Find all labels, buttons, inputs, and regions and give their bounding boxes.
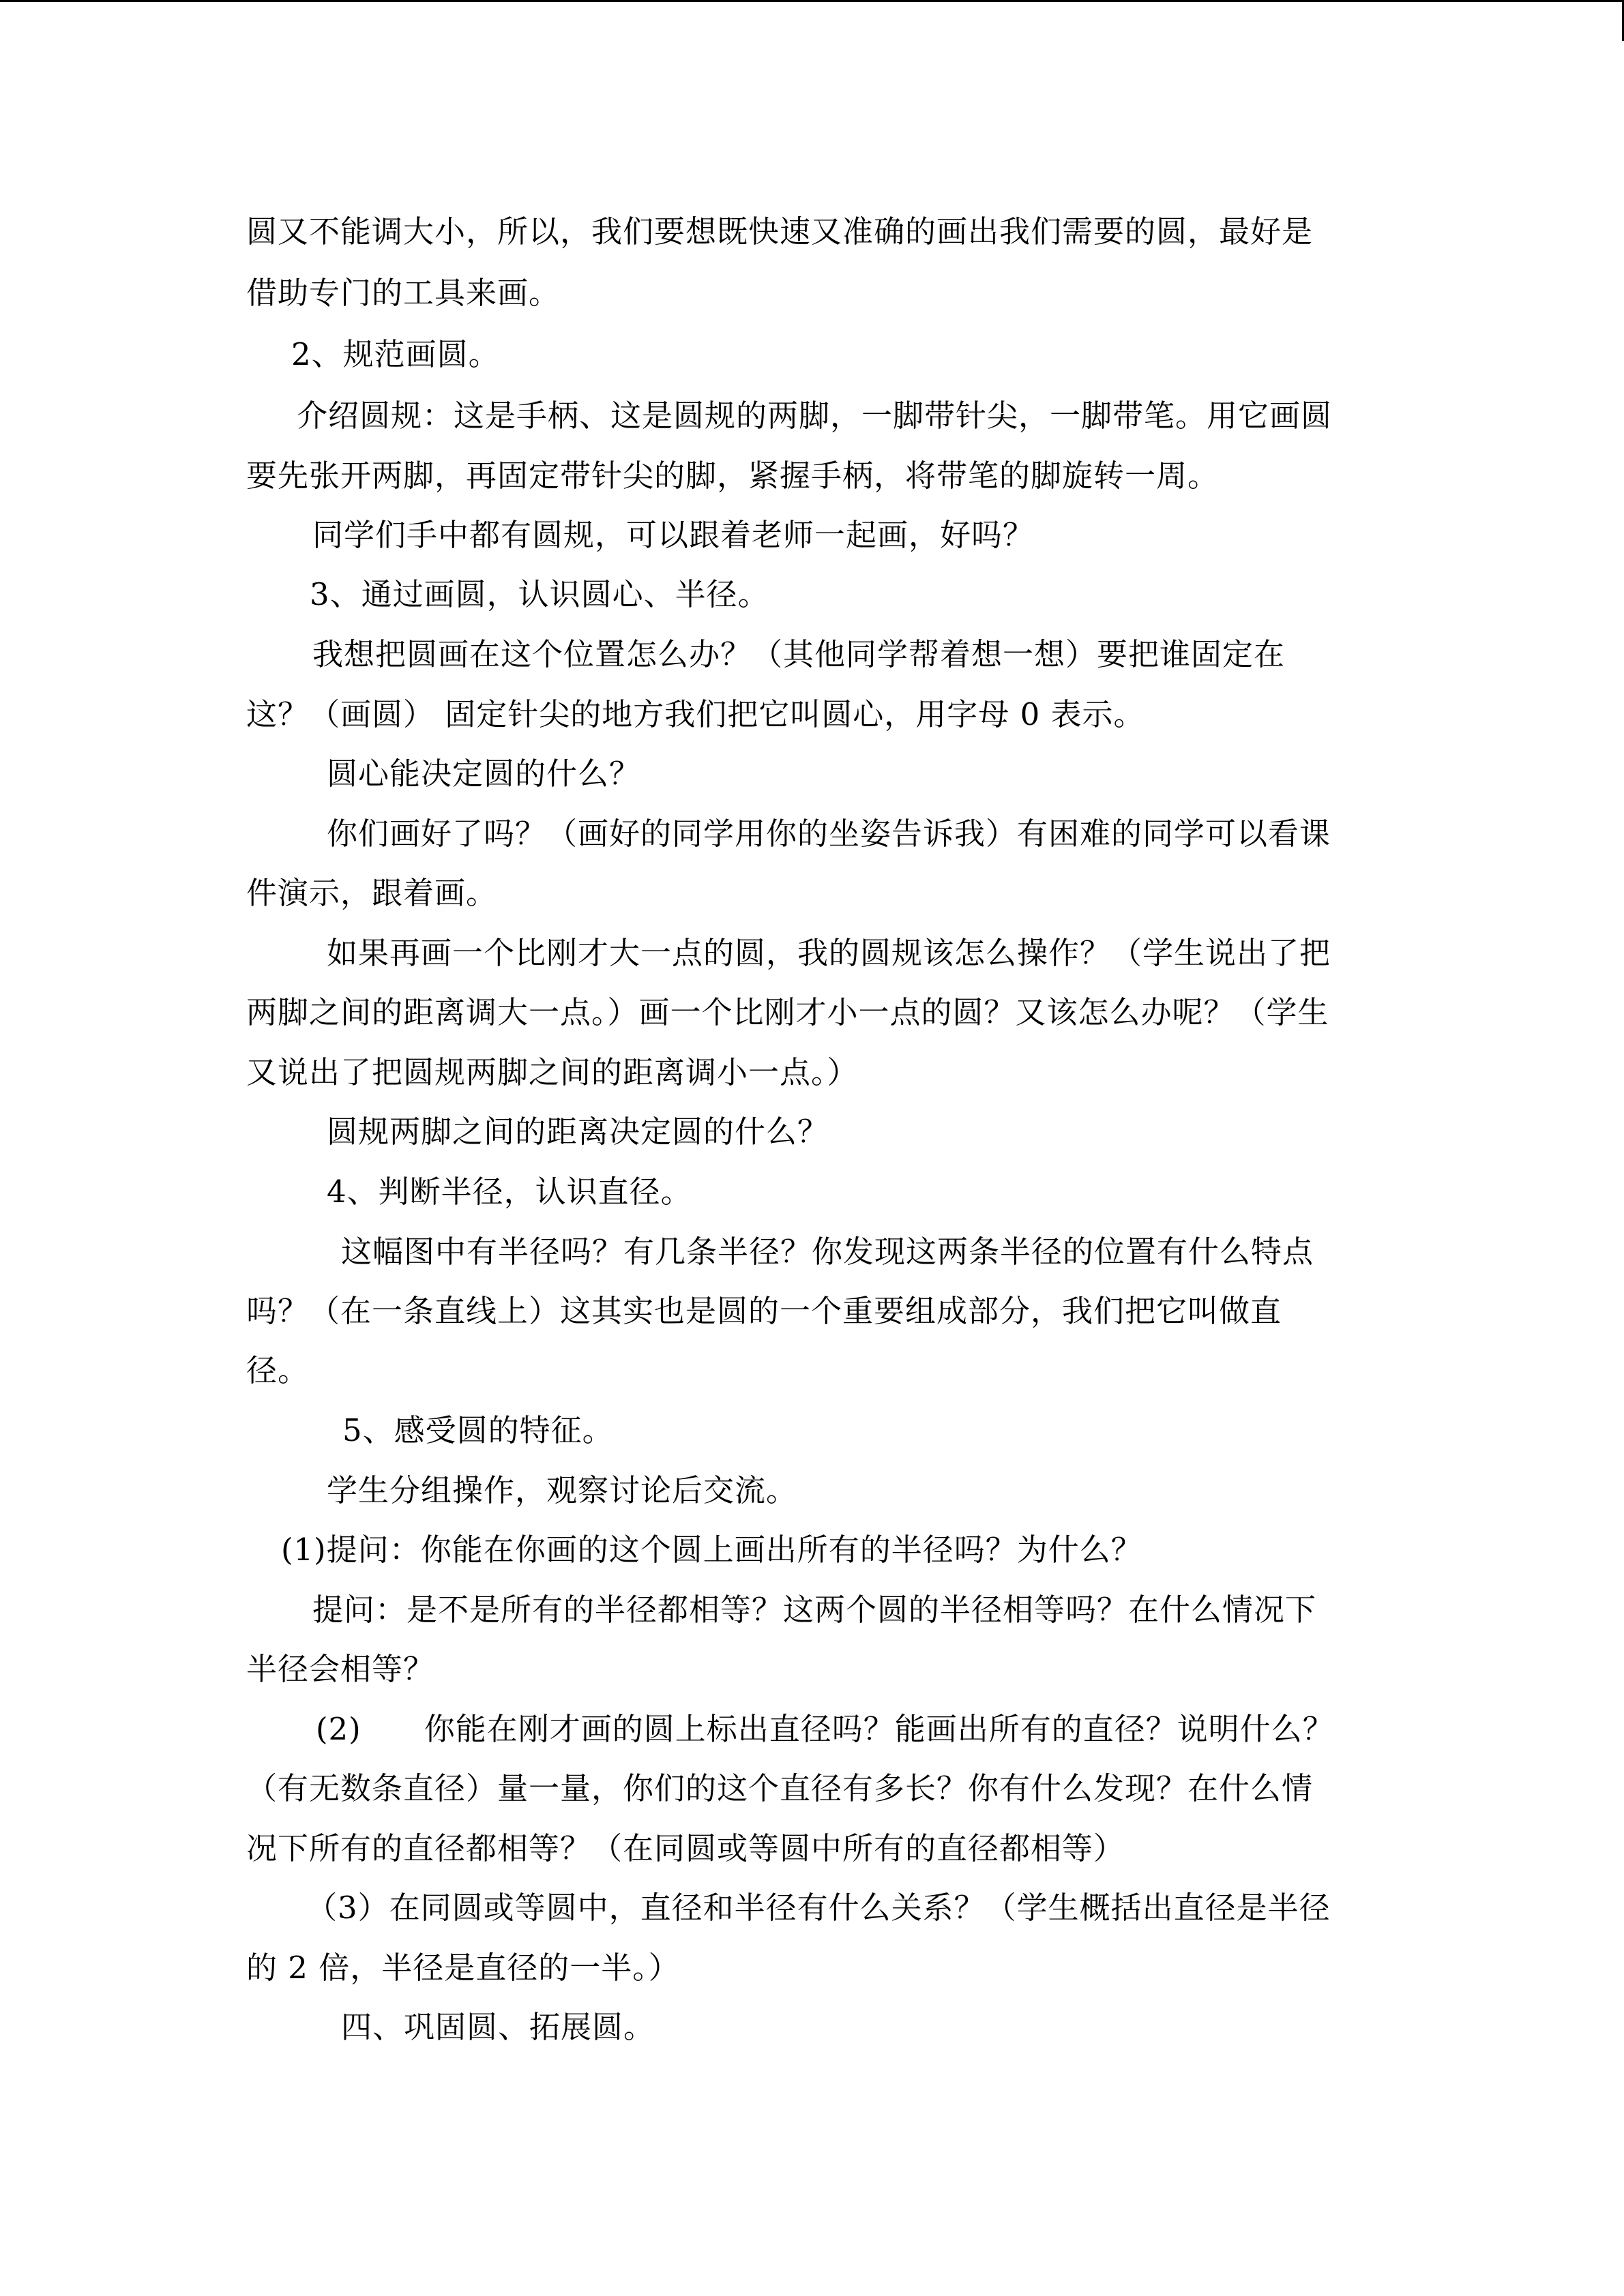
text-line-24: 提问：是不是所有的半径都相等？这两个圆的半径相等吗？在什么情况下 bbox=[312, 1592, 1317, 1628]
text-line-29: （3）在同圆或等圆中，直径和半径有什么关系？（学生概括出直径是半径 bbox=[306, 1890, 1331, 1926]
text-line-14: 两脚之间的距离调大一点。）画一个比刚才小一点的圆？又该怎么办呢？（学生 bbox=[246, 994, 1329, 1030]
text-line-8: 我想把圆画在这个位置怎么办？（其他同学帮着想一想）要把谁固定在 bbox=[312, 636, 1286, 672]
text-line-9: 这？（画圆） 固定针尖的地方我们把它叫圆心，用字母 0 表示。 bbox=[246, 696, 1145, 732]
top-border-line bbox=[0, 0, 1624, 2]
text-line-22: 学生分组操作，观察讨论后交流。 bbox=[327, 1472, 798, 1508]
text-line-21: 5、感受圆的特征。 bbox=[342, 1412, 614, 1448]
text-line-12: 件演示，跟着画。 bbox=[246, 875, 498, 911]
text-line-7: 3、通过画圆，认识圆心、半径。 bbox=[310, 576, 769, 612]
text-line-2: 借助专门的工具来画。 bbox=[246, 275, 561, 311]
text-line-31: 四、巩固圆、拓展圆。 bbox=[341, 2009, 655, 2045]
text-line-25: 半径会相等？ bbox=[246, 1651, 435, 1687]
text-line-5: 要先张开两脚，再固定带针尖的脚，紧握手柄，将带笔的脚旋转一周。 bbox=[246, 458, 1220, 494]
text-line-16: 圆规两脚之间的距离决定圆的什么？ bbox=[327, 1114, 829, 1150]
text-line-6: 同学们手中都有圆规，可以跟着老师一起画，好吗？ bbox=[312, 517, 1035, 553]
text-line-27: （有无数条直径）量一量，你们的这个直径有多长？你有什么发现？在什么情 bbox=[246, 1770, 1314, 1806]
text-line-18: 这幅图中有半径吗？有几条半径？你发现这两条半径的位置有什么特点 bbox=[341, 1234, 1314, 1270]
text-line-15: 又说出了把圆规两脚之间的距离调小一点。） bbox=[246, 1054, 859, 1090]
text-line-10: 圆心能决定圆的什么？ bbox=[327, 756, 641, 792]
text-line-20: 径。 bbox=[246, 1352, 310, 1388]
text-line-11: 你们画好了吗？（画好的同学用你的坐姿告诉我）有困难的同学可以看课 bbox=[327, 816, 1331, 852]
text-line-28: 况下所有的直径都相等？（在同圆或等圆中所有的直径都相等） bbox=[246, 1830, 1125, 1866]
text-line-4: 介绍圆规：这是手柄、这是圆规的两脚，一脚带针尖，一脚带笔。用它画圆 bbox=[297, 398, 1333, 434]
text-line-13: 如果再画一个比刚才大一点的圆，我的圆规该怎么操作？（学生说出了把 bbox=[327, 935, 1331, 971]
text-line-23: (1)提问：你能在你画的这个圆上画出所有的半径吗？为什么？ bbox=[281, 1532, 1142, 1568]
text-line-3: 2、规范画圆。 bbox=[291, 336, 500, 372]
text-line-30: 的 2 倍，半径是直径的一半。） bbox=[246, 1950, 680, 1986]
text-line-26: (2) 你能在刚才画的圆上标出直径吗？能画出所有的直径？说明什么？ bbox=[316, 1711, 1334, 1747]
text-line-19: 吗？（在一条直线上）这其实也是圆的一个重要组成部分，我们把它叫做直 bbox=[246, 1293, 1282, 1329]
text-line-17: 4、判断半径，认识直径。 bbox=[327, 1174, 692, 1210]
text-line-1: 圆又不能调大小，所以，我们要想既快速又准确的画出我们需要的圆，最好是 bbox=[246, 213, 1314, 250]
